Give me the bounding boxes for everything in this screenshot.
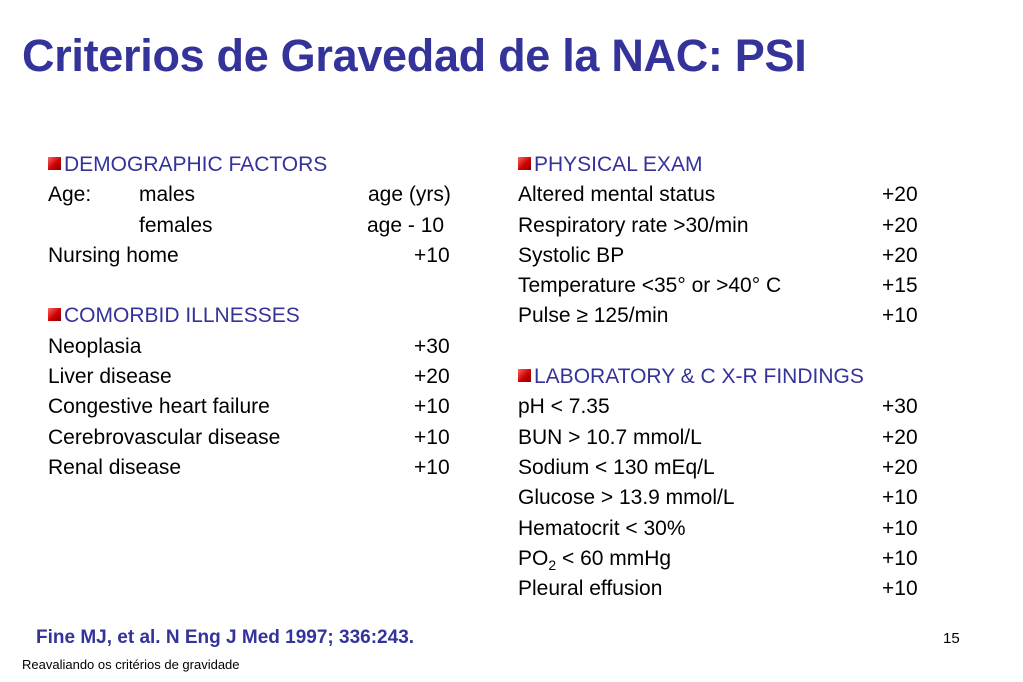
list-item — [518, 180, 948, 210]
po2-value: +10 — [882, 546, 918, 570]
laboratory-heading-label: LABORATORY & C X-R FINDINGS — [534, 365, 864, 389]
comorbid-heading-label: COMORBID ILLNESSES — [64, 304, 300, 328]
laboratory-heading — [518, 362, 948, 392]
item-value: +20 — [882, 243, 918, 267]
item-value: +20 — [414, 365, 450, 389]
physical-heading — [518, 150, 948, 180]
list-item — [518, 483, 948, 513]
item-label: Renal disease — [48, 455, 182, 479]
demographic-heading — [48, 150, 478, 180]
item-value: +20 — [882, 425, 918, 449]
item-value: +10 — [882, 486, 918, 510]
physical-heading-label: PHYSICAL EXAM — [534, 153, 703, 176]
po2-subscript: 2 — [548, 557, 557, 574]
item-label: Glucose > 13.9 mmol/L — [518, 486, 735, 510]
item-label: Respiratory rate >30/min — [518, 213, 749, 237]
item-value: +15 — [882, 274, 918, 298]
list-item — [518, 392, 948, 422]
item-value: +10 — [414, 395, 450, 419]
slide-title: Criterios de Gravedad de la NAC: PSI — [22, 30, 807, 81]
age-females-row — [48, 211, 478, 241]
item-value: +10 — [414, 455, 450, 479]
item-label: Liver disease — [48, 365, 172, 389]
item-value: +20 — [882, 455, 918, 479]
item-label: Congestive heart failure — [48, 395, 270, 419]
item-label: pH < 7.35 — [518, 395, 610, 419]
item-value: +30 — [882, 395, 918, 419]
list-item — [518, 241, 948, 271]
list-item — [518, 423, 948, 453]
item-value: +10 — [414, 425, 450, 449]
age-males-row — [48, 180, 478, 210]
bullet-icon — [48, 157, 61, 170]
item-value: +10 — [882, 516, 918, 540]
item-label: Hematocrit < 30% — [518, 516, 686, 540]
po2-suffix: < 60 mmHg — [556, 546, 672, 570]
nursing-home-row — [48, 241, 478, 271]
po2-row — [518, 544, 948, 574]
item-label: Cerebrovascular disease — [48, 425, 281, 449]
list-item — [48, 362, 478, 392]
list-item — [518, 271, 948, 301]
list-item — [48, 423, 478, 453]
list-item — [48, 453, 478, 483]
list-item — [518, 453, 948, 483]
bullet-icon — [48, 308, 61, 321]
item-label: Systolic BP — [518, 243, 625, 267]
pleural-label: Pleural effusion — [518, 577, 663, 601]
males-value: age (yrs) — [368, 183, 451, 207]
item-value: +20 — [882, 183, 918, 207]
item-label: Pulse ≥ 125/min — [518, 304, 669, 328]
list-item — [518, 301, 948, 331]
comorbid-heading — [48, 301, 478, 331]
page-number: 15 — [943, 630, 960, 647]
males-label: males — [139, 183, 196, 207]
po2-prefix: PO — [518, 546, 549, 570]
nursing-home-label: Nursing home — [48, 243, 179, 267]
item-label: Neoplasia — [48, 334, 142, 358]
item-label: BUN > 10.7 mmol/L — [518, 425, 702, 449]
footer-text: Reavaliando os critérios de gravidade — [22, 657, 240, 672]
list-item — [48, 392, 478, 422]
list-item — [518, 514, 948, 544]
females-label: females — [139, 213, 213, 237]
pleural-value: +10 — [882, 577, 918, 601]
item-value: +20 — [882, 213, 918, 237]
bullet-icon — [518, 369, 531, 382]
age-label: Age: — [48, 183, 92, 207]
item-value: +10 — [882, 304, 918, 328]
item-value: +30 — [414, 334, 450, 358]
bullet-icon — [518, 157, 531, 170]
pleural-row — [518, 574, 948, 604]
nursing-home-value: +10 — [414, 243, 450, 267]
demographic-heading-label: DEMOGRAPHIC FACTORS — [64, 153, 328, 176]
list-item — [48, 332, 478, 362]
po2-label — [518, 544, 671, 574]
left-column — [48, 150, 478, 483]
item-label: Temperature <35° or >40° C — [518, 274, 782, 298]
right-column — [518, 150, 948, 604]
list-item — [518, 211, 948, 241]
females-value: age - 10 — [367, 213, 445, 237]
reference-citation: Fine MJ, et al. N Eng J Med 1997; 336:243. — [36, 627, 415, 648]
item-label: Altered mental status — [518, 183, 716, 207]
item-label: Sodium < 130 mEq/L — [518, 455, 715, 479]
